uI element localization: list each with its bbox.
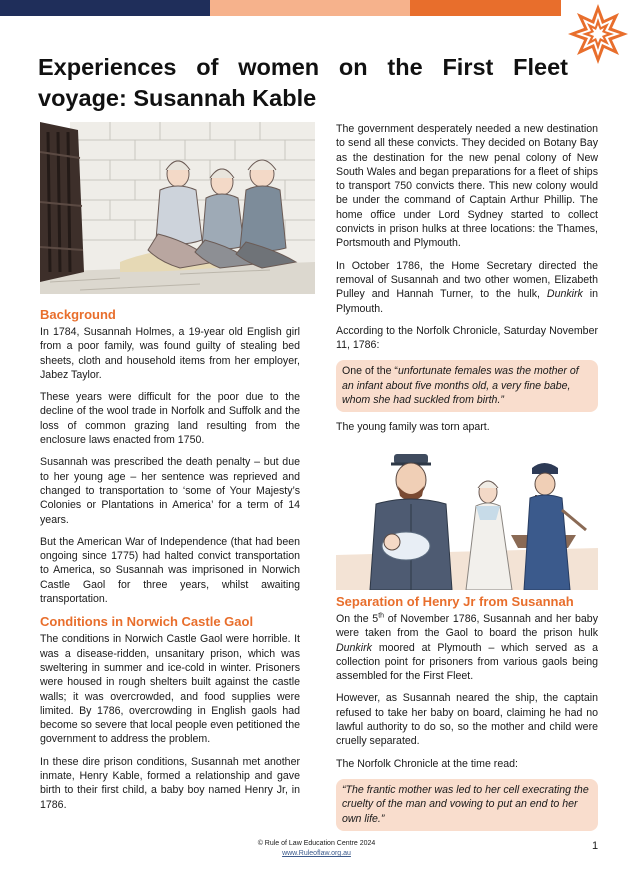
top-color-bar [0, 0, 633, 16]
right-paragraph-2-text-b: in Plymouth. [336, 288, 598, 315]
right-paragraph-2-text-a: In October 1786, the Home Secretary directed the removal of Susannah and two other women, Elizabeth Pulley and Hannah Turner, to the hulk, [336, 259, 598, 301]
background-paragraph-4: But the American War of Independence (that had been ongoing since 1775) had halted convict transportation to America, so Susannah was imprisoned in Norwich Castle Gaol for three years, whilst awaiting transportation. [40, 535, 300, 606]
background-paragraph-1: In 1784, Susannah Holmes, a 19-year old English girl from a poor family, was found guilty of stealing bed sheets, cloth and household items from her employer, Jabez Taylor. [40, 326, 300, 381]
quote-2-text: “The frantic mother was led to her cell execrating the cruelty of the man and vowing to put an end to her own life.” [342, 783, 589, 825]
separation-paragraph-3: The Norfolk Chronicle at the time read: [336, 757, 518, 770]
separation-illustration [336, 440, 598, 590]
conditions-paragraph-1: The conditions in Norwich Castle Gaol were horrible. It was a disease-ridden, unsanitary prison, which was sweltering in summer and ice-cold in winter. Prisoners were housed in rough shelters built against the castle walls; it was overcrowded, and food supplies were limited. By 1786, overcrowding in English gaols had become so severe that local people even petitioned the government to address the problem. [40, 633, 300, 746]
background-paragraph-3: Susannah was prescribed the death penalty – but due to her young age – her sentence was reprieved and changed to transportation to ‘some of Your Majesty’s Colonies or Plantations in America’ for a term of 14 years. [40, 456, 300, 526]
quote-box-1 [336, 360, 598, 412]
star-burst-logo-icon [561, 0, 633, 68]
separation-paragraph-1-text-c: moored at Plymouth – which served as a collection point for prisoners from various gaols being assembled for the First Fleet. [336, 641, 598, 683]
conditions-paragraph-2: In these dire prison conditions, Susannah met another inmate, Henry Kable, formed a relationship and gave birth to their first child, a baby boy named Henry Jr, in 1786. [40, 755, 300, 811]
quote-1-body: unfortunate females was the mother of an infant about five months old, a very fine babe, whom she had suckled from birth.” [342, 365, 579, 407]
right-paragraph-3: According to the Norfolk Chronicle, Saturday November 11, 1786: [336, 324, 598, 352]
left-column [40, 307, 300, 820]
separation-paragraph-1-text-a: On the 5 [336, 613, 379, 625]
page-number: 1 [592, 840, 599, 852]
right-column-bottom [336, 594, 598, 839]
ordinal-suffix: th [378, 612, 385, 620]
heading-background: Background [40, 307, 116, 322]
page-title: Experiences of women on the First Fleet voyage: Susannah Kable [38, 54, 568, 111]
quote-box-2 [336, 779, 598, 831]
top-bar-peach-segment [210, 0, 410, 16]
heading-conditions: Conditions in Norwich Castle Gaol [40, 614, 254, 630]
right-paragraph-1: The government desperately needed a new destination to send all these convicts. They decided on Botany Bay as the destination for the new penal colony of New South Wales and began preparations for a fleet of ships to transport 750 convicts there. This new colony would be under the command of Captain Arthur Phillip. The home office under Lord Sydney started to collect convicts in prison hulks at three locations: the Thames, Portsmouth and Plymouth. [336, 123, 598, 250]
footer-copyright: © Rule of Law Education Centre 2024 [257, 840, 376, 847]
quote-1-lead: One of the “ [342, 365, 398, 378]
prison-illustration [40, 122, 315, 294]
ship-name-dunkirk: Dunkirk [546, 288, 583, 301]
separation-paragraph-1-text-b: of November 1786, Susannah and her baby were taken from the Gaol to board the prison hulk [336, 613, 598, 640]
background-paragraph-2: These years were difficult for the poor due to the decline of the wool trade in Norfolk and Suffolk and the loss of common grazing land resulting from the enclosure laws enacted from 1750. [40, 391, 300, 447]
right-paragraph-2 [336, 259, 598, 316]
separation-paragraph-1 [336, 612, 598, 683]
separation-paragraph-2: However, as Susannah neared the ship, the captain refused to take her baby on board, claiming he had no lawful authority to do so, so the mother and child were cruelly separated. [336, 692, 598, 748]
top-bar-navy-segment [0, 0, 210, 16]
footer-url-link[interactable]: www.Ruleoflaw.org.au [282, 850, 351, 857]
ship-name-dunkirk-2: Dunkirk [336, 641, 372, 654]
quote-1-text [342, 364, 592, 407]
right-paragraph-4: The young family was torn apart. [336, 421, 490, 434]
right-column-top [336, 122, 598, 443]
heading-separation: Separation of Henry Jr from Susannah [336, 594, 574, 609]
